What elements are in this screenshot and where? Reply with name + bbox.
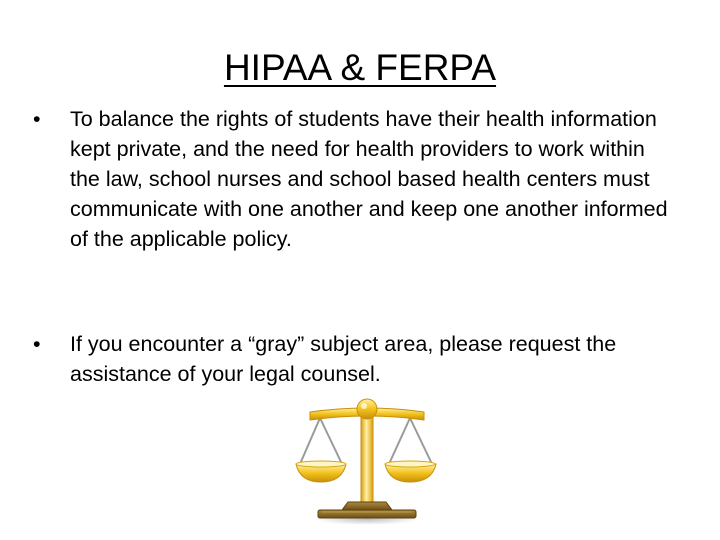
bullet-item — [33, 329, 680, 389]
scales-of-justice-icon — [292, 398, 444, 526]
bullet-item — [33, 104, 680, 254]
bullet-text: If you encounter a “gray” subject area, please request the assistance of your legal counsel. — [70, 332, 617, 386]
slide-title: HIPAA & FERPA — [223, 47, 497, 88]
bullet-marker: • — [33, 332, 41, 356]
bullet-marker: • — [33, 107, 41, 131]
bullet-text: To balance the rights of students have their health information kept private, and the need for health providers to work within the law, school nurses and school based health centers must communicate with one another and keep one another informed of the applicable policy. — [70, 107, 668, 251]
